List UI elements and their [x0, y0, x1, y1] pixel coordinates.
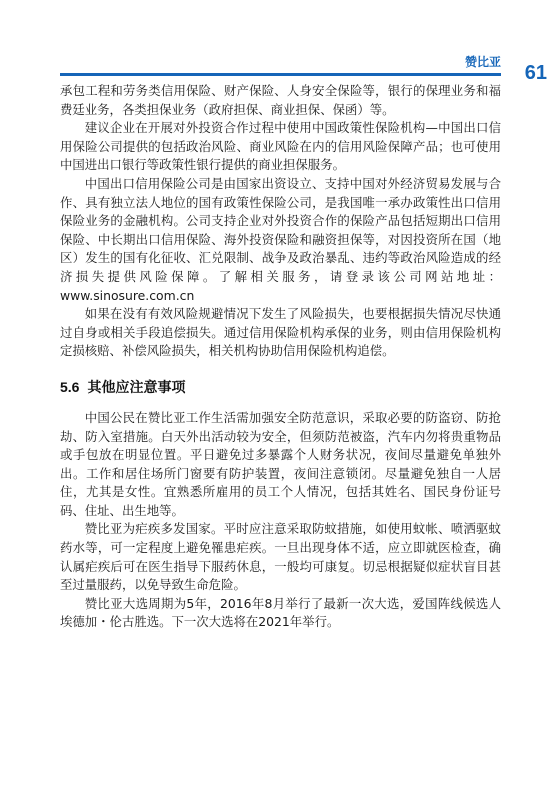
section-heading: [60, 377, 501, 397]
header-rule: [60, 73, 501, 76]
paragraph-malaria-advice: 赞比亚为疟疾多发国家。平时应注意采取防蚊措施，如使用蚊帐、喷洒驱蚊药水等，可一定程度上避免罹患疟疾。一旦出现身体不适，应立即就医检查，确认属疟疾后可在医生指导下服药休息，一般均可康复。切忌根据疑似症状盲目甚至过量服药，以免导致生命危险。: [60, 521, 501, 593]
section-number: 5.6: [60, 378, 80, 395]
paragraph-security-advice: 中国公民在赞比亚工作生活需加强安全防范意识，采取必要的防盗窃、防抢劫、防入室措施。白天外出活动较为安全，但须防范被盗，汽车内勿将贵重物品或手包放在明显位置。平日避免过多暴露个人财务状况，夜间尽量避免单独外出。工作和居住场所门窗要有防护装置，夜间注意锁闭。尽量避免独自一人居住，尤其是女性。宜熟悉所雇用的员工个人情况，包括其姓名、国民身份证号码、住址、出生地等。: [60, 409, 501, 518]
paragraph-sinosure-intro: 中国出口信用保险公司是由国家出资设立、支持中国对外经济贸易发展与合作、具有独立法人地位的国有政策性保险公司，是我国唯一承办政策性出口信用保险业务的金融机构。公司支持企业对外投资合作的保险产品包括短期出口信用保险、中长期出口信用保险、海外投资保险和融资担保等，对因投资所在国（地区）发生的国有化征收、汇兑限制、战争及政治暴乱、违约等政治风险造成的经济损失提供风险保障。了解相关服务，请登录该公司网站地址：www.sinosure.com.cn: [60, 175, 501, 303]
page-body: [60, 82, 501, 632]
paragraph-policy-insurance-advice: 建议企业在开展对外投资合作过程中使用中国政策性保险机构—中国出口信用保险公司提供的包括政治风险、商业风险在内的信用风险保障产品；也可使用中国进出口银行等政策性银行提供的商业担保服务。: [60, 120, 501, 173]
page-header: [0, 0, 559, 84]
paragraph-election-info: 赞比亚大选周期为5年，2016年8月举行了最新一次大选，爱国阵线候选人埃德加・伦古胜选。下一次大选将在2021年举行。: [60, 595, 501, 630]
section-title-text: 其他应注意事项: [87, 379, 186, 396]
header-country-label: 赞比亚: [464, 55, 501, 69]
page-number: 61: [524, 62, 547, 84]
paragraph-loss-recovery: 如果在没有有效风险规避情况下发生了风险损失，也要根据损失情况尽快通过自身或相关手段追偿损失。通过信用保险机构承保的业务，则由信用保险机构定损核赔、补偿风险损失，相关机构协助信用保险机构追偿。: [60, 306, 501, 359]
paragraph-insurance-types: 承包工程和劳务类信用保险、财产保险、人身安全保险等，银行的保理业务和福费廷业务，各类担保业务（政府担保、商业担保、保函）等。: [60, 83, 501, 117]
